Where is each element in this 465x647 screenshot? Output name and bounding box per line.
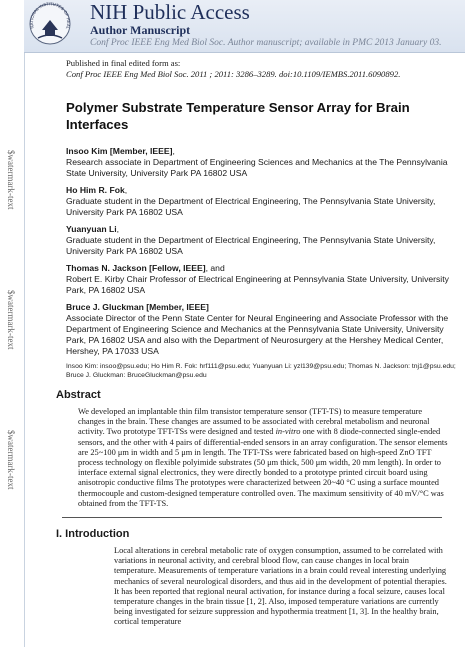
author-name: Bruce J. Gluckman [Member, IEEE] [66, 302, 209, 312]
author-separator: , and [205, 263, 225, 273]
author-separator: , [116, 224, 120, 234]
abstract-in-vitro: in-vitro [275, 427, 301, 437]
abstract-part-2: one with 8 diode-connected single-ended sensors, and the other with 4 pairs of differential-ended sensors in an array configuration. The sensor elements are 25~100 μm in width and 5 μm in length. The TFT-TSs were fabricated based on high-speed ZnO TFT process technology on flexible polyimide substrates (50 μm thick, 500 μm width, 20 mm length). In order to interface external signal electronics, they were directly bonded to a prototype printed circuit board using anisotropic conductive films The prototypes were characterized between 20~40 °C using a surface mounted thermocouple and custom-designed temperature controlled oven. The maximum sensitivity of 40 mV/°C was obtained from the TFT-TS. [78, 427, 448, 508]
author-name: Ho Him R. Fok [66, 185, 125, 195]
author-name: Insoo Kim [Member, IEEE] [66, 146, 173, 156]
author-block [66, 302, 456, 357]
nih-public-access-title: NIH Public Access [90, 0, 250, 24]
paper-content [56, 54, 456, 628]
watermark-text: $watermark-text [6, 290, 16, 350]
pmc-availability-line: Conf Proc IEEE Eng Med Biol Soc. Author manuscript; available in PMC 2013 January 03. [90, 38, 442, 48]
author-affiliation: Robert E. Kirby Chair Professor of Electrical Engineering at Pennsylvania State University, University Park, PA 16802 USA [66, 274, 449, 295]
watermark-text: $watermark-text [6, 150, 16, 210]
logo-arc-text: NATIONAL INSTITUTES OF HEAL [28, 2, 72, 30]
author-affiliation: Graduate student in the Department of Electrical Engineering, The Pennsylvania State University, University Park PA 16802 USA [66, 196, 436, 217]
side-watermark-strip [0, 0, 25, 647]
nih-logo-icon [28, 2, 72, 46]
abstract-text [78, 407, 450, 509]
introduction-heading: I. Introduction [56, 528, 130, 541]
final-edited-label: Published in final edited form as: [66, 58, 181, 68]
paper-title: Polymer Substrate Temperature Sensor Array for Brain Interfaces [66, 100, 410, 132]
nih-header [24, 0, 465, 53]
watermark-text: $watermark-text [6, 430, 16, 490]
author-name: Thomas N. Jackson [Fellow, IEEE] [66, 263, 206, 273]
author-separator: , [124, 185, 128, 195]
introduction-text: Local alterations in cerebral metabolic rate of oxygen consumption, assumed to be correlated with variations in neuronal activity, and cerebral blood flow, can cause changes in local brain temperature. Measurements of temperature variations in a brain could reveal interesting underlying mechanics of several neurological disorders, and thus aid in the development of potential therapies. It has been reported that regional neural activation, for instance during a focal seizure, causes local temperature changes in the brain tissue [1, 2]. Also, imposed temperature variations are currently being investigated for seizure suppression and hypothermia treatment [1, 3]. In the healthy brain, cortical temperature [114, 546, 447, 627]
author-separator: , [172, 146, 175, 156]
abstract-heading: Abstract [56, 389, 101, 401]
author-emails: Insoo Kim: insoo@psu.edu; Ho Him R. Fok: hrf111@psu.edu; Yuanyuan Li: yzl139@psu.edu; Thomas N. Jackson: tnj1@psu.edu; Bruce J. Gluckman: BruceGluckman@psu.edu [66, 363, 456, 379]
abstract-divider [62, 517, 442, 518]
author-block [66, 185, 456, 218]
author-block [66, 263, 456, 296]
citation-line: Conf Proc IEEE Eng Med Biol Soc. 2011 ; 2011: 3286–3289. doi:10.1109/IEMBS.2011.6090892. [66, 69, 401, 79]
author-affiliation: Research associate in Department of Engineering Sciences and Mechanics at the The Pennsylvania State University, University Park PA 16802 USA [66, 157, 448, 178]
author-block [66, 224, 456, 257]
abstract-part-1: We developed an implantable thin film transistor temperature sensor (TFT-TS) to measure temperature changes in the brain. These changes are assumed to be associated with cerebral metabolism and neuronal activity. Two prototype TFT-TSs were designed and tested [78, 407, 430, 437]
author-affiliation: Graduate student in the Department of Electrical Engineering, The Pennsylvania State University, University Park PA 16802 USA [66, 235, 436, 256]
author-block [66, 146, 456, 179]
author-name: Yuanyuan Li [66, 224, 117, 234]
author-manuscript-label: Author Manuscript [90, 23, 191, 37]
author-affiliation: Associate Director of the Penn State Center for Neural Engineering and Associate Professor with the Department of Engineering Science and Mechanics at the Pennsylvania State University, University Park, PA 16802 USA and also with the Department of Neurosurgery at the Hershey Medical Center, Hershey, PA 17033 USA [66, 313, 449, 356]
